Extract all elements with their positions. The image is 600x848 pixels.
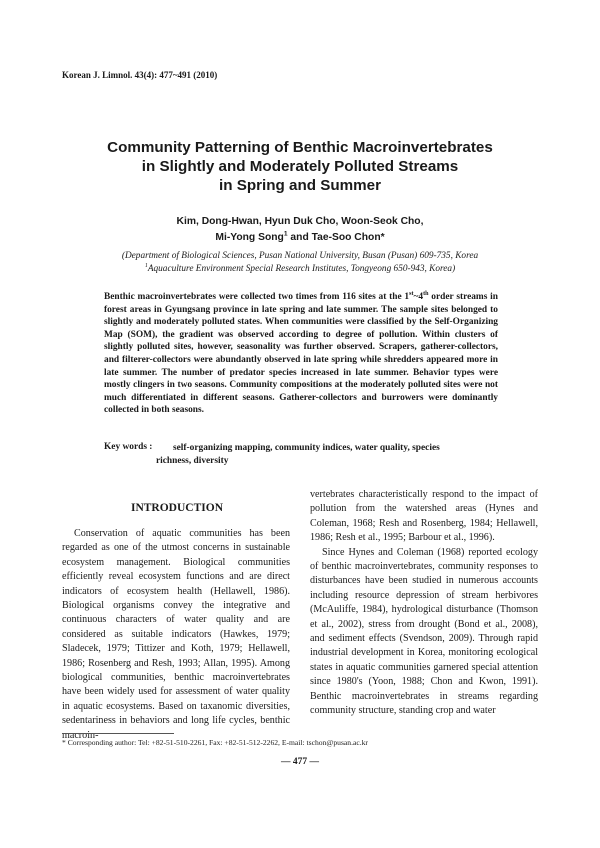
footnote: * Corresponding author: Tel: +82-51-510-2261, Fax: +82-51-512-2262, E-mail: tschon@pusan.ac.kr bbox=[62, 738, 368, 747]
affiliations bbox=[0, 250, 600, 276]
section-heading: INTRODUCTION bbox=[130, 502, 223, 514]
author-line bbox=[0, 230, 600, 246]
affiliation-text: Aquaculture Environment Special Research Institutes, Tongyeong 650-943, Korea) bbox=[147, 264, 456, 274]
author-list bbox=[0, 214, 600, 246]
abstract-text: order streams in forest areas in Gyungsang province in late spring and late summer. The sample sites belonged to slightly and moderately polluted states. When communities were classified by the Self-Organizing Map (SOM), the gradient was observed according to degree of pollution. Within clusters of slightly polluted sites, however, seasonality was further observed. Scrapers, gatherer-collectors, and filterer-collectors were abundantly observed in late spring while shredders appeared more in late summer. The number of predator species increased in late summer. Behavior types were mostly clingers in two seasons. Community compositions at the moderately polluted sites were not much differentiated in different seasons. Gatherer-collectors and burrowers were dominantly collected in both seasons. bbox=[104, 292, 498, 416]
paragraph: Since Hynes and Coleman (1968) reported ecology of benthic macroinvertebrates, community responses to disturbances have been studied in numerous accounts including resource depression of stream herbivores (McAuliffe, 1984), hydrological disturbance (Thomson et al., 2002), stress from drought (Bond et al., 2008), and sediment effects (Svendson, 2009). Through rapid industrial development in Korea, monitoring ecological states in aquatic communities garnered special attention since 1980's (Yoon, 1988; Chon and Kwon, 1991). Benthic macroinvertebrates in streams regarding community structure, standing crop and water bbox=[310, 546, 538, 717]
affiliation-line bbox=[0, 263, 600, 276]
keywords-label: Key words : bbox=[104, 442, 153, 452]
affiliation-marker: 1 bbox=[283, 230, 288, 238]
title-line: Community Patterning of Benthic Macroinvertebrates bbox=[107, 139, 493, 156]
paragraph: Conservation of aquatic communities has been regarded as one of the utmost concerns in sustainable ecosystem management. Biological communities efficiently reveal ecosystem functions and are direct indicators of ecosystem health (Hellawell, 1986). Biological organisms convey the integrative and continuous characters of water quality and are considered as suitable indicators (Hawkes, 1979; Sladecek, 1979; Tittizer and Koth, 1979; Hellawell, 1986; Rosenberg and Resh, 1993; Allan, 1995). Among biological communities, benthic macroinvertebrates have been widely used for assessment of water quality in aquatic ecosystems. Based on taxanomic diversities, sedentariness in behaviors and long life cycles, benthic macroin- bbox=[62, 528, 290, 741]
footnote-divider bbox=[62, 733, 174, 734]
author-name: Mi-Yong Song bbox=[215, 232, 284, 243]
left-column bbox=[62, 527, 290, 743]
keywords-text: self-organizing mapping, community indices, water quality, species bbox=[173, 443, 440, 453]
affiliation-line: (Department of Biological Sciences, Pusan National University, Busan (Pusan) 609-735, Korea bbox=[121, 251, 479, 261]
ordinal-superscript: th bbox=[423, 290, 429, 297]
abstract-text: ~4 bbox=[413, 292, 424, 302]
paragraph: vertebrates characteristically respond to the impact of pollution from the watershed areas (Hynes and Coleman, 1968; Resh and Rosenberg, 1984; Hellawell, 1986; Resh et al., 1995; Barbour et al., 1996). bbox=[310, 489, 538, 544]
title-line: in Spring and Summer bbox=[218, 177, 382, 194]
title-line: in Slightly and Moderately Polluted Streams bbox=[141, 158, 459, 175]
keywords-text: richness, diversity bbox=[156, 456, 229, 466]
affiliation-marker: 1 bbox=[144, 262, 148, 269]
paper-title bbox=[0, 138, 600, 195]
abstract bbox=[104, 291, 498, 417]
ordinal-superscript: st bbox=[409, 290, 414, 297]
author-name: and Tae-Soo Chon* bbox=[287, 232, 385, 243]
right-column bbox=[310, 488, 538, 719]
abstract-text: Benthic macroinvertebrates were collected two times from 116 sites at the 1 bbox=[104, 292, 410, 302]
page-number: — 477 — bbox=[281, 757, 319, 767]
author-line: Kim, Dong-Hwan, Hyun Duk Cho, Woon-Seok Cho, bbox=[176, 216, 424, 227]
journal-citation: Korean J. Limnol. 43(4): 477~491 (2010) bbox=[62, 70, 218, 80]
